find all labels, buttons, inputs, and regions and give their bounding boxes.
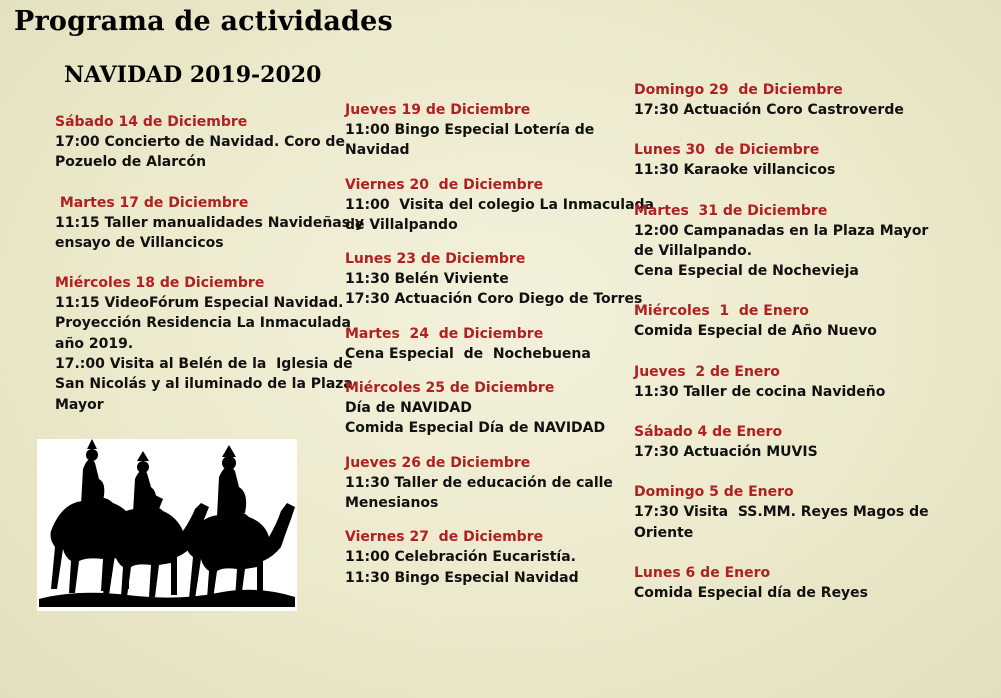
event-item — [345, 324, 635, 364]
event-detail-line: Comida Especial Día de NAVIDAD — [345, 420, 606, 437]
event-detail-line: ensayo de Villancicos — [55, 234, 224, 251]
event-detail-line: 11:30 Bingo Especial Navidad — [345, 569, 579, 586]
event-item — [55, 193, 365, 254]
event-detail-line: Comida Especial día de Reyes — [634, 584, 869, 601]
event-detail-line: de Villalpando. — [634, 242, 753, 259]
event-date: Miércoles 1 de Enero — [634, 303, 809, 320]
event-date: Domingo 5 de Enero — [634, 484, 794, 501]
event-detail-line: 17:30 Actuación Coro Castroverde — [634, 102, 904, 118]
event-detail-line: 17:30 Actuación Coro Diego de Torres — [345, 291, 643, 308]
event-detail-line: Cena Especial de Nochevieja — [634, 263, 859, 280]
schedule-column-1 — [55, 112, 365, 415]
event-detail-line: Oriente — [634, 524, 694, 541]
event-date: Sábado 4 de Enero — [634, 424, 783, 441]
event-detail-line: 11:15 VideoFórum Especial Navidad. — [55, 295, 344, 312]
schedule-column-2 — [345, 100, 654, 588]
event-date: Lunes 6 de Enero — [634, 564, 771, 581]
event-item — [634, 80, 934, 120]
event-date: Lunes 23 de Diciembre — [345, 251, 526, 268]
event-item — [634, 422, 934, 462]
event-detail-line: 11:30 Taller de educación de calle — [345, 474, 613, 491]
event-detail-line: 11:30 Belén Viviente — [345, 271, 509, 288]
event-detail-line: Cena Especial de Nochebuena — [345, 345, 591, 362]
event-item — [345, 100, 635, 161]
event-date: Domingo 29 de Diciembre — [634, 82, 843, 98]
event-item — [345, 249, 643, 310]
event-detail-line: 17:30 Visita SS.MM. Reyes Magos de — [634, 504, 929, 521]
event-date: Jueves 26 de Diciembre — [345, 454, 531, 471]
event-item — [634, 140, 934, 180]
event-detail-line: Proyección Residencia La Inmaculada — [55, 315, 352, 332]
schedule-column-3 — [634, 80, 934, 603]
event-date: Miércoles 25 de Diciembre — [345, 380, 555, 397]
event-detail-line: 17:00 Concierto de Navidad. Coro de — [55, 134, 345, 150]
event-item — [345, 453, 635, 514]
event-detail-line: de Villalpando — [345, 216, 458, 233]
event-item — [55, 273, 353, 415]
event-item — [345, 527, 635, 588]
event-detail-line: Mayor — [55, 396, 104, 413]
event-date: Jueves 2 de Enero — [634, 363, 780, 380]
event-detail-line: Pozuelo de Alarcón — [55, 154, 207, 171]
event-detail-line: 17.:00 Visita al Belén de la Iglesia de — [55, 356, 353, 373]
event-detail-line: 17:30 Actuación MUVIS — [634, 444, 818, 461]
event-date: Martes 17 de Diciembre — [55, 194, 249, 211]
event-item — [634, 201, 934, 282]
event-item — [634, 301, 934, 341]
event-detail-line: 11:15 Taller manualidades Navideñas y — [55, 214, 365, 231]
event-detail-line: San Nicolás y al iluminado de la Plaza — [55, 376, 353, 393]
event-detail-line: 11:00 Visita del colegio La Inmaculada — [345, 196, 654, 213]
event-detail-line: 11:30 Taller de cocina Navideño — [634, 383, 886, 400]
page-subtitle: NAVIDAD 2019-2020 — [64, 62, 322, 88]
event-item — [634, 482, 934, 543]
event-date: Lunes 30 de Diciembre — [634, 142, 820, 159]
event-item — [55, 112, 345, 173]
event-date: Martes 31 de Diciembre — [634, 202, 828, 219]
three-kings-camels-silhouette-icon — [37, 439, 297, 611]
event-date: Jueves 19 de Diciembre — [345, 102, 531, 118]
event-detail-line: 11:00 Celebración Eucaristía. — [345, 549, 576, 566]
event-detail-line: Menesianos — [345, 494, 439, 511]
event-date: Sábado 14 de Diciembre — [55, 114, 248, 130]
event-item — [634, 362, 934, 402]
event-date: Viernes 27 de Diciembre — [345, 529, 544, 546]
event-detail-line: Día de NAVIDAD — [345, 400, 472, 417]
event-detail-line: Comida Especial de Año Nuevo — [634, 323, 877, 340]
event-item — [345, 175, 654, 236]
event-detail-line: 11:00 Bingo Especial Lotería de — [345, 122, 595, 138]
event-detail-line: año 2019. — [55, 335, 134, 352]
event-date: Viernes 20 de Diciembre — [345, 176, 544, 193]
event-detail-line: Navidad — [345, 142, 410, 159]
event-item — [345, 378, 635, 439]
event-date: Martes 24 de Diciembre — [345, 325, 544, 342]
event-item — [634, 563, 934, 603]
page-title: Programa de actividades — [14, 6, 393, 37]
event-detail-line: 11:30 Karaoke villancicos — [634, 162, 836, 179]
event-date: Miércoles 18 de Diciembre — [55, 275, 265, 292]
event-detail-line: 12:00 Campanadas en la Plaza Mayor — [634, 222, 929, 239]
